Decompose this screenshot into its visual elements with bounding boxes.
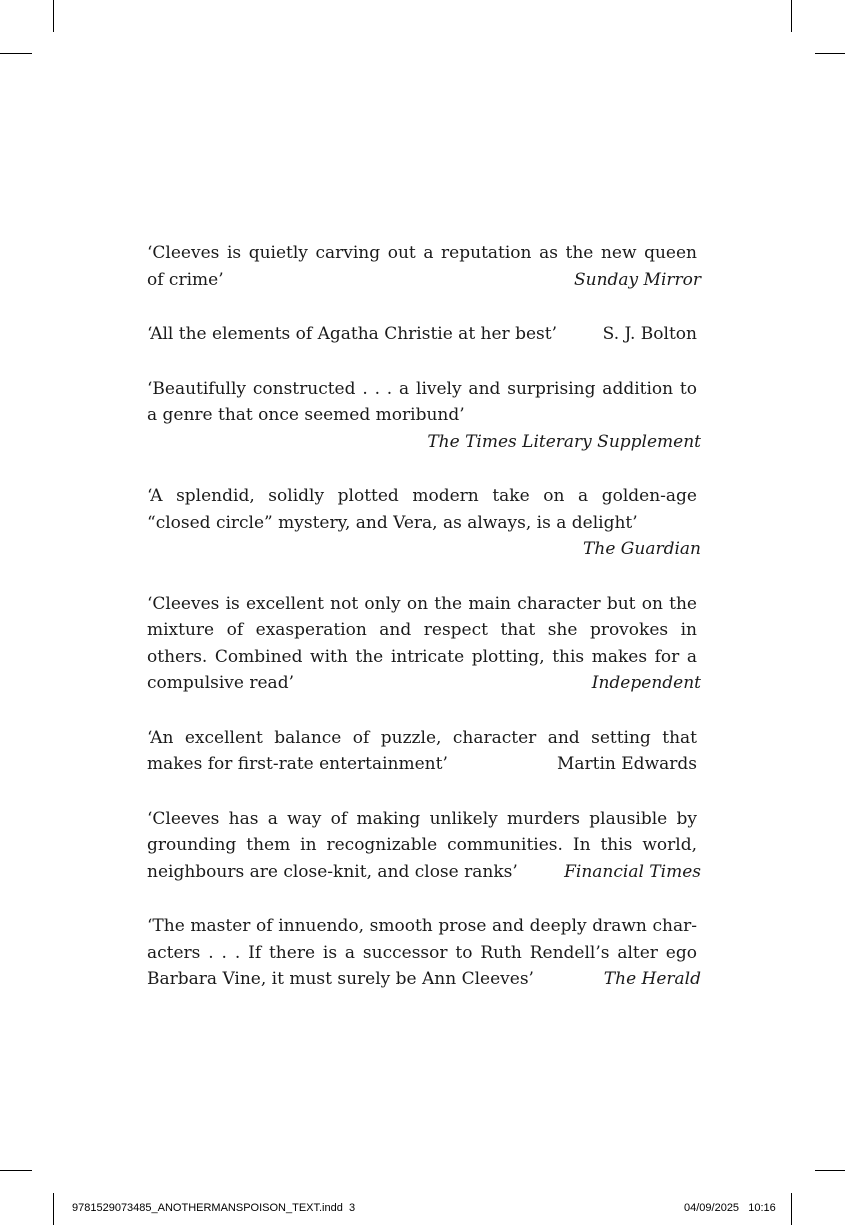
slug-time: 10:16 xyxy=(748,1202,776,1214)
quote-text: ‘A splendid, solidly plotted modern take on a golden-age “closed circle” mystery, and Vera, as always, is a delight’ xyxy=(147,486,697,533)
slug-file: 9781529073485_ANOTHERMANSPOISON_TEXT.indd xyxy=(72,1202,343,1214)
quote-source: S. J. Bolton xyxy=(602,324,697,344)
quote-source: Financial Times xyxy=(564,861,701,882)
quote-text: ‘Cleeves has a way of making unlikely murders plausible by grounding them in recognizable communities. In this world, neighbours are close-knit, and close ranks’ xyxy=(147,808,697,882)
slug-page-number: 3 xyxy=(348,1202,356,1214)
crop-mark-top-right xyxy=(791,0,792,32)
quote-source: The Guardian xyxy=(583,539,701,559)
quote-text: ‘An excellent balance of puzzle, character and setting that makes for first-rate entertainment’ xyxy=(147,727,697,774)
review-quote xyxy=(147,591,701,697)
quote-source: Independent xyxy=(591,673,701,693)
quote-text: ‘The master of innuendo, smooth prose and deeply drawn char-acters . . . If there is a successor to Ruth Rendell’s alter ego Barbara Vine, it must surely be Ann Cleeves’ xyxy=(147,916,697,989)
crop-mark-left-bottom xyxy=(0,1170,32,1171)
crop-mark-left-top xyxy=(0,53,32,54)
review-quote xyxy=(147,483,701,563)
review-quote xyxy=(147,376,701,456)
quote-text: ‘Beautifully constructed . . . a lively and surprising addition to a genre that once seemed moribund’ xyxy=(147,378,697,425)
quote-text: ‘All the elements of Agatha Christie at her best’ xyxy=(147,324,557,344)
review-quote xyxy=(147,240,701,293)
crop-mark-bottom-right xyxy=(791,1193,792,1225)
quote-source: The Herald xyxy=(603,969,701,989)
review-quote xyxy=(147,806,701,886)
review-quotes xyxy=(147,240,701,993)
review-quote xyxy=(147,321,697,348)
crop-mark-bottom-left xyxy=(53,1193,54,1225)
quote-source: Martin Edwards xyxy=(556,754,697,774)
slug-date: 04/09/2025 xyxy=(684,1202,740,1214)
review-quote xyxy=(147,913,701,993)
quote-text: ‘Cleeves is quietly carving out a reputation as the new queen of crime’ xyxy=(147,243,697,290)
review-quote xyxy=(147,725,697,778)
slug-timestamp xyxy=(684,1202,776,1214)
quote-text: ‘Cleeves is excellent not only on the main character but on the mixture of exasperation and respect that she provokes in others. Combined with the intricate plotting, this makes for a compulsive read’ xyxy=(147,593,697,693)
crop-mark-top-left xyxy=(53,0,54,32)
slug-filename xyxy=(72,1202,355,1214)
quote-source: The Times Literary Supplement xyxy=(427,431,701,452)
crop-mark-right-bottom xyxy=(815,1170,845,1171)
quote-source: Sunday Mirror xyxy=(573,269,701,290)
crop-mark-right-top xyxy=(815,53,845,54)
